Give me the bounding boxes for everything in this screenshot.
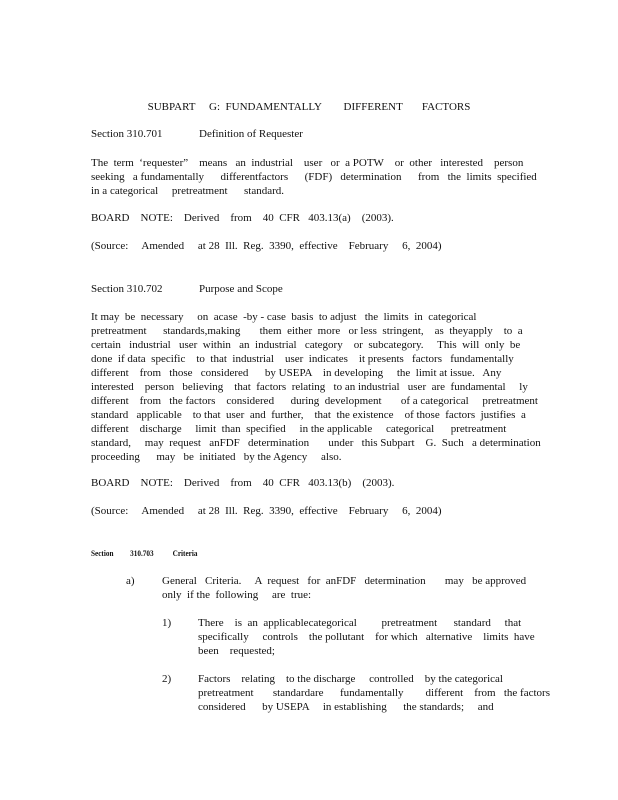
paragraph-line: different discharge limit than specified in the applicable categorical pretreatment xyxy=(91,423,507,435)
paragraph-line: different from those considered by USEPA in developing the limit at issue. Any xyxy=(91,367,502,379)
paragraph-line: standard applicable to that user and further, that the existence of those factors justifies a xyxy=(91,409,526,421)
paragraph-line: been requested; xyxy=(198,645,275,657)
paragraph-line: only if the following are true: xyxy=(162,589,312,601)
paragraph-line: different from the factors considered during development of a categorical pretreatment xyxy=(91,395,538,407)
paragraph-line: General Criteria. A request for anFDF determination may be approved xyxy=(162,575,527,587)
section-701-title: Definition of Requester xyxy=(199,128,303,140)
criteria-a-label: a) xyxy=(126,575,135,587)
criteria-item-1-text xyxy=(198,616,558,658)
section-702-board-note: BOARD NOTE: Derived from 40 CFR 403.13(b) (2003). xyxy=(91,477,395,489)
section-701-source: (Source: Amended at 28 Ill. Reg. 3390, effective February 6, 2004) xyxy=(91,240,442,252)
paragraph-line: Factors relating to the discharge controlled by the categorical xyxy=(198,673,503,685)
section-703-header xyxy=(91,546,197,560)
paragraph-line: There is an applicablecategorical pretreatment standard that xyxy=(198,617,522,629)
section-702-title: Purpose and Scope xyxy=(199,283,283,295)
paragraph-line: pretreatment standardare fundamentally different from the factors xyxy=(198,687,550,699)
section-702-paragraph xyxy=(91,310,541,464)
criteria-item-2-text xyxy=(198,672,558,714)
section-703-number: 310.703 xyxy=(130,548,154,558)
section-702-source: (Source: Amended at 28 Ill. Reg. 3390, effective February 6, 2004) xyxy=(91,505,442,517)
paragraph-line: pretreatment standards,making them either more or less stringent, as theyapply to a xyxy=(91,325,523,337)
subpart-heading-text: SUBPART G: FUNDAMENTALLY DIFFERENT FACTORS xyxy=(147,101,471,113)
section-701-header xyxy=(91,127,303,141)
paragraph-line: done if data specific to that industrial user indicates it presents factors fundamentally xyxy=(91,353,514,365)
paragraph-line: The term ‘requester” means an industrial user or a POTW or other interested person xyxy=(91,157,524,169)
section-701-paragraph xyxy=(91,156,537,198)
paragraph-line: standard, may request anFDF determination under this Subpart G. Such a determination xyxy=(91,437,541,449)
paragraph-line: certain industrial user within an industrial category or subcategory. This will only be xyxy=(91,339,521,351)
section-701-board-note: BOARD NOTE: Derived from 40 CFR 403.13(a) (2003). xyxy=(91,212,394,224)
section-702-number: Section 310.702 xyxy=(91,283,163,295)
paragraph-line: specifically controls the pollutant for which alternative limits have xyxy=(198,631,535,643)
paragraph-line: proceeding may be initiated by the Agency also. xyxy=(91,451,342,463)
paragraph-line: interested person believing that factors relating to an industrial user are fundamental ly xyxy=(91,381,528,393)
paragraph-line: seeking a fundamentally differentfactors (FDF) determination from the limits specified xyxy=(91,171,537,183)
section-703-title: Criteria xyxy=(172,548,198,558)
paragraph-line: in a categorical pretreatment standard. xyxy=(91,185,285,197)
criteria-item-2-label: 2) xyxy=(162,673,172,685)
paragraph-line: It may be necessary on acase -by - case basis to adjust the limits in categorical xyxy=(91,311,477,323)
subpart-heading xyxy=(0,100,618,114)
criteria-item-1-label: 1) xyxy=(162,617,172,629)
paragraph-line: considered by USEPA in establishing the standards; and xyxy=(198,701,494,713)
section-703-label: Section xyxy=(91,548,114,558)
section-701-number: Section 310.701 xyxy=(91,128,163,140)
section-702-header xyxy=(91,282,283,296)
criteria-a-text xyxy=(162,574,542,602)
